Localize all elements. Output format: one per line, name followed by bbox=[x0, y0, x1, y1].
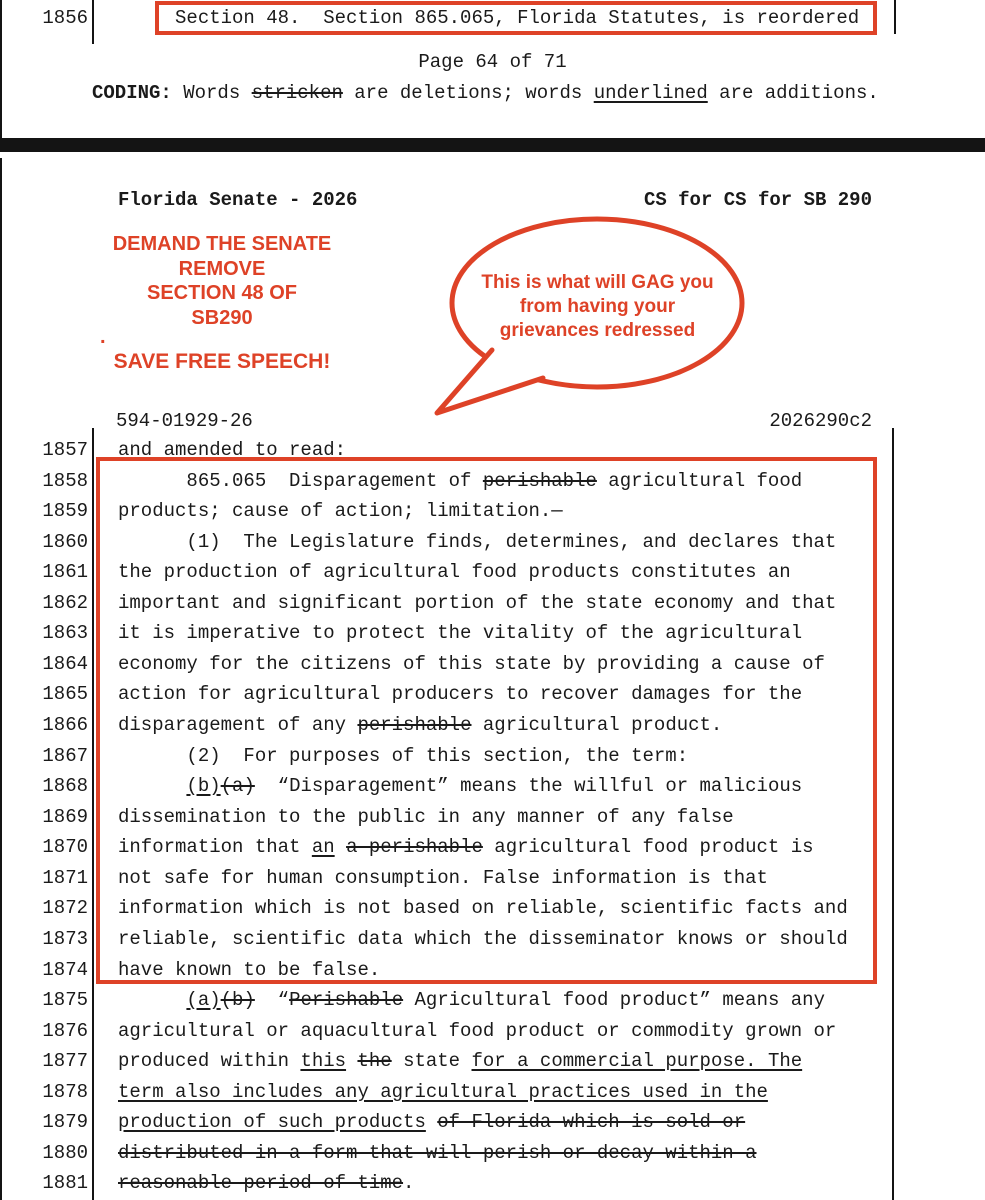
line-number-rule-top bbox=[92, 0, 94, 44]
line-number: 1868 bbox=[42, 775, 88, 798]
bill-text-line bbox=[0, 776, 985, 798]
text-segment-p: products; cause of action; limitation.— bbox=[118, 500, 563, 523]
speech-bubble-line: This is what will GAG you bbox=[481, 272, 714, 293]
bill-text-line bbox=[0, 562, 985, 584]
bill-text-line bbox=[0, 593, 985, 615]
text-segment-u: (b) bbox=[186, 775, 221, 798]
speech-bubble-line: grievances redressed bbox=[499, 320, 696, 341]
page-border-left-bottom bbox=[0, 158, 2, 1200]
line-text bbox=[118, 746, 688, 766]
text-segment-p bbox=[426, 1111, 437, 1133]
line-text bbox=[118, 532, 836, 552]
bill-text-line bbox=[0, 1082, 985, 1104]
page-border-right-top bbox=[894, 0, 896, 34]
line-text bbox=[118, 440, 346, 460]
line-text bbox=[118, 929, 848, 949]
line-text bbox=[118, 960, 380, 980]
line-text bbox=[118, 1143, 757, 1163]
statute-reorder-text bbox=[118, 8, 859, 28]
text-segment-b: CODING: bbox=[92, 82, 172, 104]
speech-bubble-line: from having your bbox=[519, 296, 676, 317]
bill-text-line bbox=[0, 807, 985, 829]
text-segment-p bbox=[346, 1050, 357, 1072]
text-segment-s: stricken bbox=[251, 82, 343, 104]
protest-line: SB290 bbox=[191, 306, 253, 329]
line-text bbox=[118, 1051, 802, 1071]
text-segment-p: (2) For purposes of this section, the term: bbox=[118, 744, 689, 767]
text-segment-s: reasonable period of time bbox=[118, 1172, 404, 1195]
text-segment-s: perishable bbox=[357, 714, 472, 737]
text-segment-s: perishable bbox=[482, 469, 597, 492]
line-text bbox=[118, 1082, 768, 1102]
text-segment-p bbox=[335, 836, 346, 858]
bill-header: CS for CS for SB 290 bbox=[643, 189, 872, 211]
bill-text-line bbox=[0, 990, 985, 1012]
line-text bbox=[118, 623, 802, 643]
line-number: 1859 bbox=[42, 500, 88, 523]
text-segment-u: production of such products bbox=[118, 1111, 426, 1134]
line-number: 1858 bbox=[42, 469, 88, 492]
text-segment-p: important and significant portion of the state economy and that bbox=[118, 591, 837, 614]
bill-text-line bbox=[0, 929, 985, 951]
line-text bbox=[118, 715, 722, 735]
coding-legend bbox=[92, 83, 879, 103]
line-number: 1874 bbox=[42, 958, 88, 981]
bill-text-line bbox=[0, 684, 985, 706]
text-segment-p: have known to be false. bbox=[118, 958, 381, 981]
bill-text-line bbox=[0, 715, 985, 737]
text-segment-s: the bbox=[357, 1050, 392, 1073]
text-segment-p: are additions. bbox=[707, 82, 879, 104]
text-segment-p: agricultural product. bbox=[471, 714, 723, 737]
save-free-speech-tagline: SAVE FREE SPEECH! bbox=[113, 350, 331, 373]
line-number: 1878 bbox=[42, 1080, 88, 1103]
text-segment-u: term also includes any agricultural practices used in the bbox=[118, 1080, 768, 1103]
line-number: 1870 bbox=[42, 836, 88, 859]
text-segment-s: a perishable bbox=[346, 836, 483, 859]
line-number: 1864 bbox=[42, 652, 88, 675]
line-number: 1866 bbox=[42, 714, 88, 737]
text-segment-p: information which is not based on reliable, scientific facts and bbox=[118, 897, 848, 920]
text-segment-s: (a) bbox=[220, 775, 255, 798]
line-number: 1863 bbox=[42, 622, 88, 645]
line-text bbox=[118, 776, 802, 796]
protest-line: DEMAND THE SENATE bbox=[112, 233, 332, 255]
text-segment-p: agricultural or aquacultural food product or commodity grown or bbox=[118, 1019, 837, 1042]
bill-text-line bbox=[0, 440, 985, 462]
text-segment-p: are deletions; words bbox=[342, 82, 594, 104]
text-segment-p: “ bbox=[254, 989, 290, 1012]
text-segment-p bbox=[118, 989, 186, 1011]
text-segment-p: not safe for human consumption. False information is that bbox=[118, 866, 768, 889]
text-segment-p: dissemination to the public in any manner of any false bbox=[118, 805, 734, 828]
line-text bbox=[118, 807, 734, 827]
text-segment-p: 865.065 Disparagement of bbox=[118, 469, 483, 492]
text-segment-u: (a) bbox=[186, 989, 221, 1012]
line-number: 1877 bbox=[42, 1050, 88, 1073]
line-number: 1873 bbox=[42, 927, 88, 950]
bill-text-line bbox=[0, 471, 985, 493]
line-text bbox=[118, 1173, 414, 1193]
page-divider-bar bbox=[0, 138, 985, 152]
text-segment-p: economy for the citizens of this state by providing a cause of bbox=[118, 652, 825, 675]
page-number: Page 64 of 71 bbox=[418, 51, 567, 73]
bill-text-line bbox=[0, 501, 985, 523]
line-number: 1861 bbox=[42, 561, 88, 584]
line-number: 1876 bbox=[42, 1019, 88, 1042]
bill-text-line bbox=[0, 654, 985, 676]
line-text bbox=[118, 837, 814, 857]
line-text bbox=[118, 868, 768, 888]
bill-text-line bbox=[0, 1173, 985, 1195]
text-segment-u: for a commercial purpose. The bbox=[471, 1050, 803, 1073]
text-segment-p: “Disparagement” means the willful or malicious bbox=[254, 775, 803, 798]
text-segment-s: (b) bbox=[220, 989, 255, 1012]
protest-annotation bbox=[98, 232, 346, 330]
line-number: 1862 bbox=[42, 591, 88, 614]
line-text bbox=[118, 1021, 836, 1041]
line-number: 1869 bbox=[42, 805, 88, 828]
bill-text-line bbox=[0, 1051, 985, 1073]
text-segment-p: and amended to read: bbox=[118, 439, 347, 461]
line-number: 1875 bbox=[42, 989, 88, 1012]
line-text bbox=[118, 684, 802, 704]
line-number: 1879 bbox=[42, 1111, 88, 1134]
line-number: 1872 bbox=[42, 897, 88, 920]
text-segment-p: (1) The Legislature finds, determines, and declares that bbox=[118, 530, 837, 553]
line-text bbox=[118, 990, 825, 1010]
text-segment-p: agricultural food product is bbox=[482, 836, 814, 859]
bill-text-line bbox=[0, 1021, 985, 1043]
line-number: 1880 bbox=[42, 1141, 88, 1164]
text-segment-u: underlined bbox=[593, 82, 708, 104]
speech-bubble-text bbox=[455, 271, 740, 343]
text-segment-s: Perishable bbox=[289, 989, 404, 1012]
text-segment-p: Section 48. Section 865.065, Florida Statutes, is reordered bbox=[118, 7, 860, 29]
line-number: 1871 bbox=[42, 866, 88, 889]
line-text bbox=[118, 898, 848, 918]
line-number: 1857 bbox=[42, 439, 88, 461]
line-number: 1856 bbox=[42, 7, 88, 29]
protest-line: SECTION 48 OF bbox=[146, 282, 298, 304]
text-segment-p: action for agricultural producers to recover damages for the bbox=[118, 683, 803, 706]
bill-text-line bbox=[0, 868, 985, 890]
text-segment-u: an bbox=[311, 836, 335, 859]
line-text bbox=[118, 593, 836, 613]
text-segment-p: disparagement of any bbox=[118, 714, 358, 737]
text-segment-p: agricultural food bbox=[596, 469, 803, 492]
bill-code-right: 2026290c2 bbox=[769, 410, 872, 432]
text-segment-p: the production of agricultural food products constitutes an bbox=[118, 561, 791, 584]
bill-text-line bbox=[0, 898, 985, 920]
line-number: 1867 bbox=[42, 744, 88, 767]
line-text bbox=[118, 562, 791, 582]
text-segment-s: of Florida which is sold or bbox=[437, 1111, 746, 1134]
line-text bbox=[118, 654, 825, 674]
text-segment-p: information that bbox=[118, 836, 312, 859]
text-segment-p: state bbox=[391, 1050, 472, 1073]
bill-text-line bbox=[0, 532, 985, 554]
bill-text-line bbox=[0, 960, 985, 982]
text-segment-p: it is imperative to protect the vitality of the agricultural bbox=[118, 622, 803, 645]
bill-code-left: 594-01929-26 bbox=[116, 410, 253, 432]
text-segment-p: . bbox=[403, 1172, 415, 1195]
protest-line: REMOVE bbox=[178, 257, 266, 280]
bill-text-line bbox=[0, 1112, 985, 1134]
bill-text-line bbox=[0, 623, 985, 645]
text-segment-s: distributed in a form that will perish or decay within a bbox=[118, 1141, 757, 1164]
line-text bbox=[118, 471, 802, 491]
text-segment-p: produced within bbox=[118, 1050, 301, 1073]
bill-text-line bbox=[0, 746, 985, 768]
line-text bbox=[118, 1112, 745, 1132]
line-text bbox=[118, 501, 563, 521]
text-segment-p: Words bbox=[171, 82, 252, 104]
text-segment-p bbox=[118, 775, 186, 797]
line-number: 1860 bbox=[42, 530, 88, 553]
text-segment-p: reliable, scientific data which the disseminator knows or should bbox=[118, 927, 848, 950]
senate-header: Florida Senate - 2026 bbox=[118, 189, 358, 211]
text-segment-u: this bbox=[300, 1050, 347, 1073]
text-segment-p: Agricultural food product” means any bbox=[403, 989, 825, 1012]
bill-text-line bbox=[0, 1143, 985, 1165]
line-number: 1881 bbox=[42, 1172, 88, 1195]
stray-dot: . bbox=[100, 326, 106, 348]
bill-text-line bbox=[0, 837, 985, 859]
line-number: 1865 bbox=[42, 683, 88, 706]
